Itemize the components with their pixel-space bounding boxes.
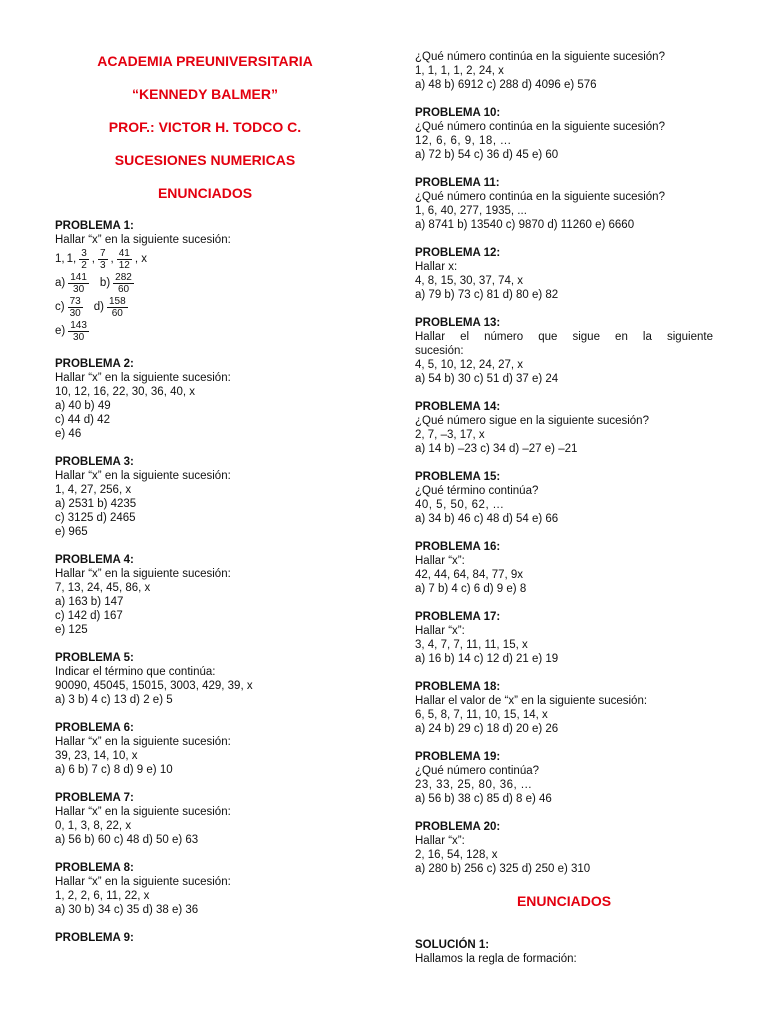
seq-fraction (117, 248, 132, 271)
solution-text: Hallamos la regla de formación: (415, 953, 577, 965)
problem-10 (415, 106, 713, 162)
options-row: a) 54 b) 30 c) 51 d) 37 e) 24 (415, 373, 559, 385)
problem-title: PROBLEMA 6: (55, 722, 134, 734)
options-row: e) 125 (55, 624, 88, 636)
numerator: 41 (118, 247, 130, 259)
options-row: a) 56 b) 60 c) 48 d) 50 e) 63 (55, 834, 199, 846)
problem-sequence: 12, 6, 6, 9, 18, ... (415, 135, 512, 147)
option-fraction (68, 272, 89, 295)
options-row: a) 280 b) 256 c) 325 d) 250 e) 310 (415, 863, 591, 875)
problem-text: Hallar “x” en la siguiente sucesión: (55, 876, 231, 888)
problem-sequence: 7, 13, 24, 45, 86, x (55, 582, 151, 594)
problem-12 (415, 246, 713, 302)
problem-text: Hallar “x” en la siguiente sucesión: (55, 736, 231, 748)
problem-3 (55, 455, 355, 539)
problem-15 (415, 470, 713, 526)
option-label: b) (99, 277, 111, 289)
option-label: c) (55, 301, 65, 313)
solution-1 (415, 938, 713, 966)
topic-title: SUCESIONES NUMERICAS (114, 152, 296, 168)
options-row (55, 319, 355, 343)
academy-title: ACADEMIA PREUNIVERSITARIA (97, 53, 313, 69)
option-label: a) (55, 277, 66, 289)
problem-text-cont: sucesión: (415, 345, 464, 357)
problem-title: PROBLEMA 9: (55, 932, 134, 944)
options-row: a) 8741 b) 13540 c) 9870 d) 11260 e) 6660 (415, 219, 635, 231)
problem-sequence: 3, 4, 7, 7, 11, 11, 15, x (415, 639, 528, 651)
problem-title: PROBLEMA 18: (415, 681, 501, 693)
denominator: 3 (99, 259, 106, 271)
problem-title: PROBLEMA 12: (415, 247, 501, 259)
numerator: 7 (99, 247, 106, 259)
problem-sequence: 1, 1, 1, 1, 2, 24, x (415, 65, 504, 77)
options-row (55, 271, 355, 295)
option-fraction (107, 296, 128, 319)
options-row: a) 30 b) 34 c) 35 d) 38 e) 36 (55, 904, 199, 916)
option-label: e) (55, 325, 66, 337)
denominator: 30 (69, 307, 81, 319)
problem-13 (415, 316, 713, 386)
seq-fraction (98, 248, 108, 271)
options-row: a) 2531 b) 4235 (55, 498, 137, 510)
numerator: 3 (81, 247, 87, 259)
problem-text: Hallar “x”: (415, 835, 465, 847)
options-row: c) 3125 d) 2465 (55, 512, 136, 524)
denominator: 2 (81, 259, 87, 271)
problem-text: ¿Qué número continúa en la siguiente sucesión? (415, 191, 665, 203)
problem-title: PROBLEMA 7: (55, 792, 134, 804)
problem-9-title-block (55, 931, 355, 945)
section-title-solutions: ENUNCIADOS (516, 893, 612, 909)
problem-title: PROBLEMA 16: (415, 541, 501, 553)
problem-11 (415, 176, 713, 232)
problem-17 (415, 610, 713, 666)
problem-4 (55, 553, 355, 637)
seq-comma: , (110, 253, 114, 265)
option-fraction (113, 272, 134, 295)
problem-text: ¿Qué número continúa? (415, 765, 540, 777)
problem-sequence: 39, 23, 14, 10, x (55, 750, 138, 762)
options-row (55, 295, 355, 319)
options-row: a) 16 b) 14 c) 12 d) 21 e) 19 (415, 653, 559, 665)
problem-text: Hallar “x” en la siguiente sucesión: (55, 568, 231, 580)
problem-title: PROBLEMA 8: (55, 862, 134, 874)
problem-title: PROBLEMA 19: (415, 751, 501, 763)
problem-title: PROBLEMA 14: (415, 401, 501, 413)
options-row: a) 24 b) 29 c) 18 d) 20 e) 26 (415, 723, 559, 735)
problem-sequence: 90090, 45045, 15015, 3003, 429, 39, x (55, 680, 253, 692)
problem-title: PROBLEMA 3: (55, 456, 134, 468)
problem-title: PROBLEMA 11: (415, 177, 500, 189)
problem-1 (55, 219, 355, 343)
denominator: 12 (118, 259, 130, 271)
options-row: a) 6 b) 7 c) 8 d) 9 e) 10 (55, 764, 173, 776)
problem-text: Hallar “x”: (415, 625, 465, 637)
section-title: ENUNCIADOS (157, 185, 253, 201)
problem-16 (415, 540, 713, 596)
seq-fraction (79, 248, 89, 271)
problem-sequence: 1, 4, 27, 256, x (55, 484, 132, 496)
seq-term: , x (134, 253, 147, 265)
problem-title: PROBLEMA 10: (415, 107, 501, 119)
options-row: c) 142 d) 167 (55, 610, 123, 622)
seq-comma: , (91, 253, 95, 265)
problem-title: PROBLEMA 15: (415, 471, 501, 483)
problem-19 (415, 750, 713, 806)
problem-sequence: 42, 44, 64, 84, 77, 9x (415, 569, 524, 581)
options-row: a) 56 b) 38 c) 85 d) 8 e) 46 (415, 793, 552, 805)
denominator: 60 (117, 283, 130, 295)
numerator: 73 (69, 295, 81, 307)
problem-text: Hallar “x” en la siguiente sucesión: (55, 470, 231, 482)
options-row: a) 3 b) 4 c) 13 d) 2 e) 5 (55, 694, 173, 706)
problem-2 (55, 357, 355, 441)
problem-text: Indicar el término que continúa: (55, 666, 216, 678)
problem-title: PROBLEMA 17: (415, 611, 501, 623)
problem-sequence: 2, 7, –3, 17, x (415, 429, 485, 441)
options-row: a) 163 b) 147 (55, 596, 124, 608)
problem-sequence (55, 247, 355, 271)
numerator: 143 (70, 319, 87, 331)
problem-title: PROBLEMA 1: (55, 220, 134, 232)
problem-text: Hallar el número que sigue en la siguiente (415, 331, 713, 343)
problem-text: ¿Qué número continúa en la siguiente sucesión? (415, 121, 665, 133)
options-row: a) 7 b) 4 c) 6 d) 9 e) 8 (415, 583, 527, 595)
problem-text: Hallar “x” en la siguiente sucesión: (55, 372, 231, 384)
problem-text: Hallar “x” en la siguiente sucesión: (55, 234, 231, 246)
left-column (55, 50, 355, 945)
options-row: a) 14 b) –23 c) 34 d) –27 e) –21 (415, 443, 578, 455)
problem-sequence: 4, 8, 15, 30, 37, 74, x (415, 275, 524, 287)
numerator: 141 (70, 271, 87, 283)
option-fraction (68, 296, 83, 319)
seq-term: 1, (55, 253, 65, 265)
numerator: 158 (108, 295, 126, 307)
problem-sequence: 1, 2, 2, 6, 11, 22, x (55, 890, 150, 902)
problem-text: Hallar “x”: (415, 555, 465, 567)
problem-text: ¿Qué número continúa en la siguiente sucesión? (415, 51, 665, 63)
problem-5 (55, 651, 355, 707)
right-column (415, 50, 713, 966)
options-row: a) 40 b) 49 (55, 400, 111, 412)
problem-sequence: 10, 12, 16, 22, 30, 36, 40, x (55, 386, 196, 398)
problem-sequence: 2, 16, 54, 128, x (415, 849, 498, 861)
problem-text: Hallar x: (415, 261, 458, 273)
problem-18 (415, 680, 713, 736)
options-row: e) 965 (55, 526, 88, 538)
problem-title: PROBLEMA 2: (55, 358, 134, 370)
options-row: a) 79 b) 73 c) 81 d) 80 e) 82 (415, 289, 559, 301)
numerator: 282 (115, 271, 132, 283)
seq-term: 1, (66, 253, 77, 265)
options-row: e) 46 (55, 428, 82, 440)
problem-sequence: 1, 6, 40, 277, 1935, ... (415, 205, 527, 217)
academy-name: “KENNEDY BALMER” (132, 86, 278, 102)
problem-9 (415, 50, 713, 92)
problem-6 (55, 721, 355, 777)
denominator: 30 (73, 283, 85, 295)
problem-8 (55, 861, 355, 917)
problem-20 (415, 820, 713, 876)
problem-title: PROBLEMA 20: (415, 821, 501, 833)
option-fraction (68, 320, 89, 343)
problem-text: ¿Qué número sigue en la siguiente sucesión? (415, 415, 649, 427)
professor-name: PROF.: VICTOR H. TODCO C. (108, 119, 302, 135)
denominator: 30 (73, 331, 85, 343)
problem-sequence: 23, 33, 25, 80, 36, ... (415, 779, 532, 791)
options-row: a) 48 b) 6912 c) 288 d) 4096 e) 576 (415, 79, 597, 91)
problem-7 (55, 791, 355, 847)
problem-sequence: 0, 1, 3, 8, 22, x (55, 820, 132, 832)
problem-sequence: 40, 5, 50, 62, ... (415, 499, 504, 511)
problem-14 (415, 400, 713, 456)
problem-text: ¿Qué término continúa? (415, 485, 539, 497)
problem-sequence: 6, 5, 8, 7, 11, 10, 15, 14, x (415, 709, 548, 721)
options-row: a) 34 b) 46 c) 48 d) 54 e) 66 (415, 513, 559, 525)
options-row: a) 72 b) 54 c) 36 d) 45 e) 60 (415, 149, 559, 161)
options-row: c) 44 d) 42 (55, 414, 110, 426)
problem-title: PROBLEMA 13: (415, 317, 501, 329)
option-label: d) (93, 301, 104, 313)
problem-text: Hallar “x” en la siguiente sucesión: (55, 806, 231, 818)
problem-sequence: 4, 5, 10, 12, 24, 27, x (415, 359, 524, 371)
problem-title: PROBLEMA 4: (55, 554, 134, 566)
denominator: 60 (111, 307, 123, 319)
solution-title: SOLUCIÓN 1: (415, 939, 490, 951)
problem-text: Hallar el valor de “x” en la siguiente sucesión: (415, 695, 648, 707)
problem-title: PROBLEMA 5: (55, 652, 134, 664)
